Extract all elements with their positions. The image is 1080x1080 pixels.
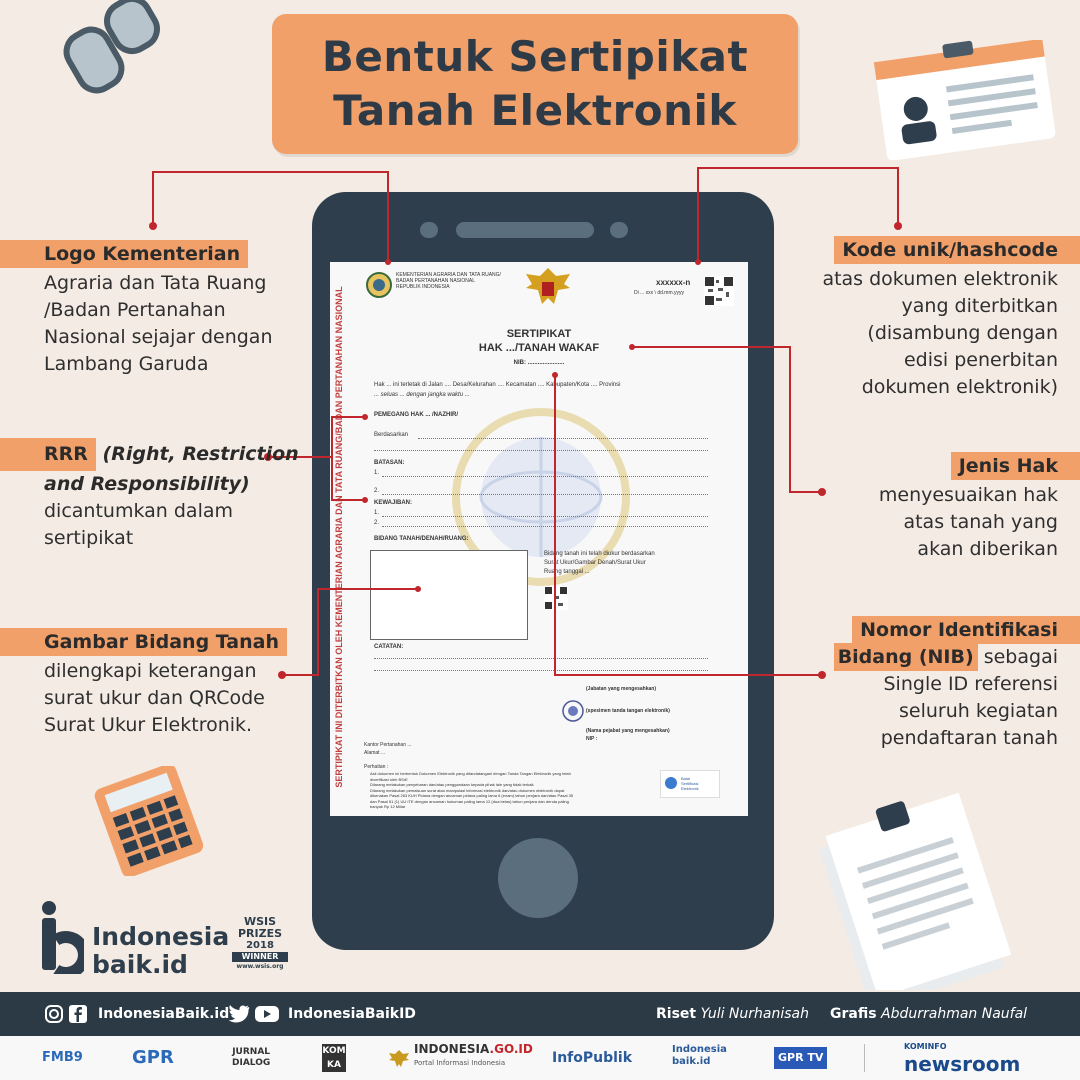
certificate-nib: NIB: ...................... (513, 360, 565, 366)
label-logo (0, 240, 272, 378)
balai-line-1: Balai (681, 776, 690, 781)
note-5: dikenakan Pasal 263 KUH Pidana dengan ancaman pidana paling lama 6 (enam) tahun penjara dan/atau Pasal 35 (370, 793, 574, 798)
batasan-item-2: 2. (374, 488, 380, 494)
facebook-icon[interactable] (68, 1004, 88, 1024)
label-kode (800, 236, 1080, 401)
riset-name: Yuli Nurhanisah (700, 1006, 809, 1022)
twitter-icon[interactable] (228, 1004, 250, 1024)
label-gambar-line-1: dilengkapi keterangan (44, 660, 257, 682)
youtube-icon[interactable] (254, 1004, 280, 1024)
side-vertical-text: SERTIPIKAT INI DITERBITKAN OLEH KEMENTERIAN AGRARIA DAN TATA RUANG/BADAN PERTANAHAN NASIONAL (334, 286, 344, 788)
label-logo-line-4: Lambang Garuda (44, 353, 209, 375)
label-gambar-line-2: surat ukur dan QRCode (44, 687, 265, 709)
kewajiban-label: KEWAJIBAN: (374, 500, 413, 506)
logo-kominfo-line-1: KOMINFO (904, 1042, 947, 1051)
berdasarkan-label: Berdasarkan (374, 432, 409, 438)
wsis-line-5: www.wsis.org (236, 963, 284, 970)
batasan-label: BATASAN: (374, 460, 405, 466)
logo-jurnal-line-2: DIALOG (232, 1058, 271, 1068)
logo-gpr-tv[interactable]: GPR TV (774, 1047, 827, 1069)
logo-indonesia-1: INDONESIA (414, 1042, 490, 1056)
note-7: banyak Rp 12 Miliar (370, 804, 406, 809)
label-jenis-heading: Jenis Hak (951, 452, 1080, 480)
wsis-badge (232, 916, 288, 988)
bidang-label: BIDANG TANAH/DENAH/RUANG: (374, 536, 469, 542)
batasan-item-1: 1. (374, 470, 380, 476)
label-logo-line-3: Nasional sejajar dengan (44, 326, 273, 348)
riset-label: Riset (656, 1006, 697, 1022)
label-gambar-line-3: Surat Ukur Elektronik. (44, 714, 253, 736)
logo-indonesia-sub: Portal Informasi Indonesia (414, 1059, 506, 1067)
label-gambar (0, 628, 287, 739)
label-nib-line-2: seluruh kegiatan (899, 700, 1058, 722)
balai-line-2: Sertifikasi (681, 781, 699, 786)
bidang-desc-1: Bidang tanah ini telah diukur berdasarkan (544, 551, 655, 557)
logo-jurnal-dialog[interactable] (232, 1047, 270, 1071)
wsis-line-1: WSIS (243, 915, 277, 928)
logo-kominfo-line-2: newsroom (904, 1052, 1021, 1076)
title-line-2: Tanah Elektronik (333, 86, 737, 135)
footer-handle-2[interactable]: IndonesiaBaikID (288, 1006, 416, 1022)
partner-logos-bar (0, 1036, 1080, 1080)
jabatan-label: (Jabatan yang mengesahkan) (586, 686, 657, 692)
logo-komka[interactable]: KOM KA (322, 1046, 346, 1070)
bidang-desc-3: Ruang tanggal ... (544, 569, 590, 575)
label-rrr-heading-italic-2: and Responsibility) (44, 473, 250, 495)
label-jenis (840, 452, 1080, 563)
label-kode-line-3: (disambung dengan (867, 322, 1058, 344)
logo-kominfo-newsroom[interactable] (904, 1040, 1020, 1076)
kewajiban-item-2: 2. (374, 520, 380, 526)
nip-label: NIP : (586, 736, 598, 742)
logo-indonesiabaik-small[interactable] (672, 1044, 727, 1072)
garuda-small-icon (388, 1048, 410, 1068)
label-kode-line-2: yang diterbitkan (901, 295, 1058, 317)
spesimen-label: (spesimen tanda tangan elektronik) (586, 708, 670, 714)
logo-gpr[interactable]: GPR (132, 1047, 174, 1068)
certificate-heading: SERTIPIKAT (506, 328, 572, 340)
instagram-icon[interactable] (44, 1004, 64, 1024)
grafis-name: Abdurrahman Naufal (881, 1006, 1028, 1022)
label-kode-line-1: atas dokumen elektronik (822, 268, 1058, 290)
label-logo-line-2: /Badan Pertanahan (44, 299, 226, 321)
title-line-1: Bentuk Sertipikat (321, 32, 749, 81)
note-2: diverifikasi oleh BSrE (370, 776, 408, 782)
label-nib-heading-2: Bidang (NIB) (834, 643, 978, 671)
kantor-label: Kantor Pertanahan ... (364, 742, 412, 748)
logo-ib-line-2: baik.id (672, 1056, 711, 1067)
certificate-hak: HAK .../TANAH WAKAF (478, 342, 600, 354)
label-kode-heading: Kode unik/hashcode (834, 236, 1080, 264)
label-rrr-line-1: dicantumkan dalam (44, 500, 233, 522)
label-jenis-line-2: atas tanah yang (903, 511, 1058, 533)
label-gambar-heading: Gambar Bidang Tanah (0, 628, 287, 656)
label-rrr-line-2: sertipikat (44, 527, 134, 549)
ministry-line-2: BADAN PERTANAHAN NASIONAL (396, 278, 476, 284)
label-nib-line-1: Single ID referensi (883, 673, 1058, 695)
logo-fmb9[interactable]: FMB9 (42, 1050, 83, 1065)
logo-indonesia-2: .GO.ID (489, 1042, 533, 1056)
grafis-label: Grafis (830, 1006, 877, 1022)
logo-indonesia-go-id[interactable] (414, 1042, 533, 1076)
label-jenis-line-1: menyesuaikan hak (878, 484, 1058, 506)
label-rrr-heading: RRR (0, 438, 96, 471)
balai-line-3: Elektronik (681, 786, 699, 791)
indonesiabaik-logo-icon (40, 900, 84, 974)
hak-line-2: ... seluas ... dengan jangka waktu ... (374, 392, 470, 398)
brand-name-2: baik.id (92, 950, 188, 979)
pemegang-label: PEMEGANG HAK ... /NAZHIR/ (374, 412, 459, 418)
note-6: dan Pasal 51 (1) UU ITE dengan ancaman hukuman paling lama 12 (dua belas) tahun penjara dan denda paling (370, 798, 569, 804)
ministry-line-1: KEMENTERIAN AGRARIA DAN TATA RUANG/ (396, 272, 501, 278)
logo-jurnal-line-1: JURNAL (232, 1047, 271, 1057)
wsis-line-3: 2018 (246, 940, 274, 951)
note-4: Dilarang melakukan pemalsuan surat atau manipulasi informasi elektronik dan/atau dokumen elektronik dapat (370, 787, 565, 793)
wsis-line-2: PRIZES (237, 927, 283, 940)
label-nib-heading-1: Nomor Identifikasi (852, 616, 1080, 644)
label-kode-line-5: dokumen elektronik) (861, 376, 1058, 398)
certificate-code-date: Di ... xxx \ dd.mm.yyyy (634, 290, 685, 296)
label-logo-line-1: Agraria dan Tata Ruang (44, 272, 267, 294)
alamat-label: Alamat ... (364, 750, 386, 756)
label-rrr (0, 438, 299, 552)
logo-infopublik[interactable]: InfoPublik (552, 1050, 633, 1066)
hak-line-1: Hak ... ini terletak di Jalan .... Desa/Kelurahan .... Kecamatan .... Kabupaten/Kota .... Provinsi (374, 382, 621, 388)
footer-bar (0, 992, 1080, 1036)
bidang-desc-2: Surat Ukur/Gambar Denah/Surat Ukur (544, 560, 646, 566)
footer-handle-1[interactable]: IndonesiaBaik.id (98, 1006, 230, 1022)
label-nib-line-3: pendaftaran tanah (880, 727, 1058, 749)
perhatian-label: Perhatian : (364, 764, 389, 770)
logo-ib-line-1: Indonesia (672, 1044, 727, 1055)
label-rrr-heading-italic-1: (Right, Restriction (95, 443, 299, 465)
note-3: Dilarang melakukan penyebaran dan/atau penggandaan kepada pihak lain yang tidak terkait. (370, 782, 535, 787)
brand-name-1: Indonesia (92, 922, 230, 951)
label-jenis-line-3: akan diberikan (917, 538, 1058, 560)
certificate-code: xxxxxx-n (656, 278, 691, 287)
kewajiban-item-1: 1. (374, 510, 380, 516)
catatan-label: CATATAN: (374, 644, 404, 650)
label-kode-line-4: edisi penerbitan (903, 349, 1058, 371)
wsis-line-4: WINNER (232, 952, 288, 962)
label-nib-heading-suffix: sebagai (977, 646, 1058, 668)
nama-label: (Nama pejabat yang mengesahkan) (586, 728, 670, 734)
ministry-line-3: REPUBLIK INDONESIA (396, 284, 450, 290)
note-1: Asli dokumen ini berbentuk Dokumen Elektronik yang ditandatangani dengan Tanda Tangan Elektronik yang telah (370, 771, 571, 776)
label-nib (820, 616, 1080, 752)
label-logo-heading: Logo Kementerian (0, 240, 248, 268)
logos-divider (864, 1044, 865, 1072)
